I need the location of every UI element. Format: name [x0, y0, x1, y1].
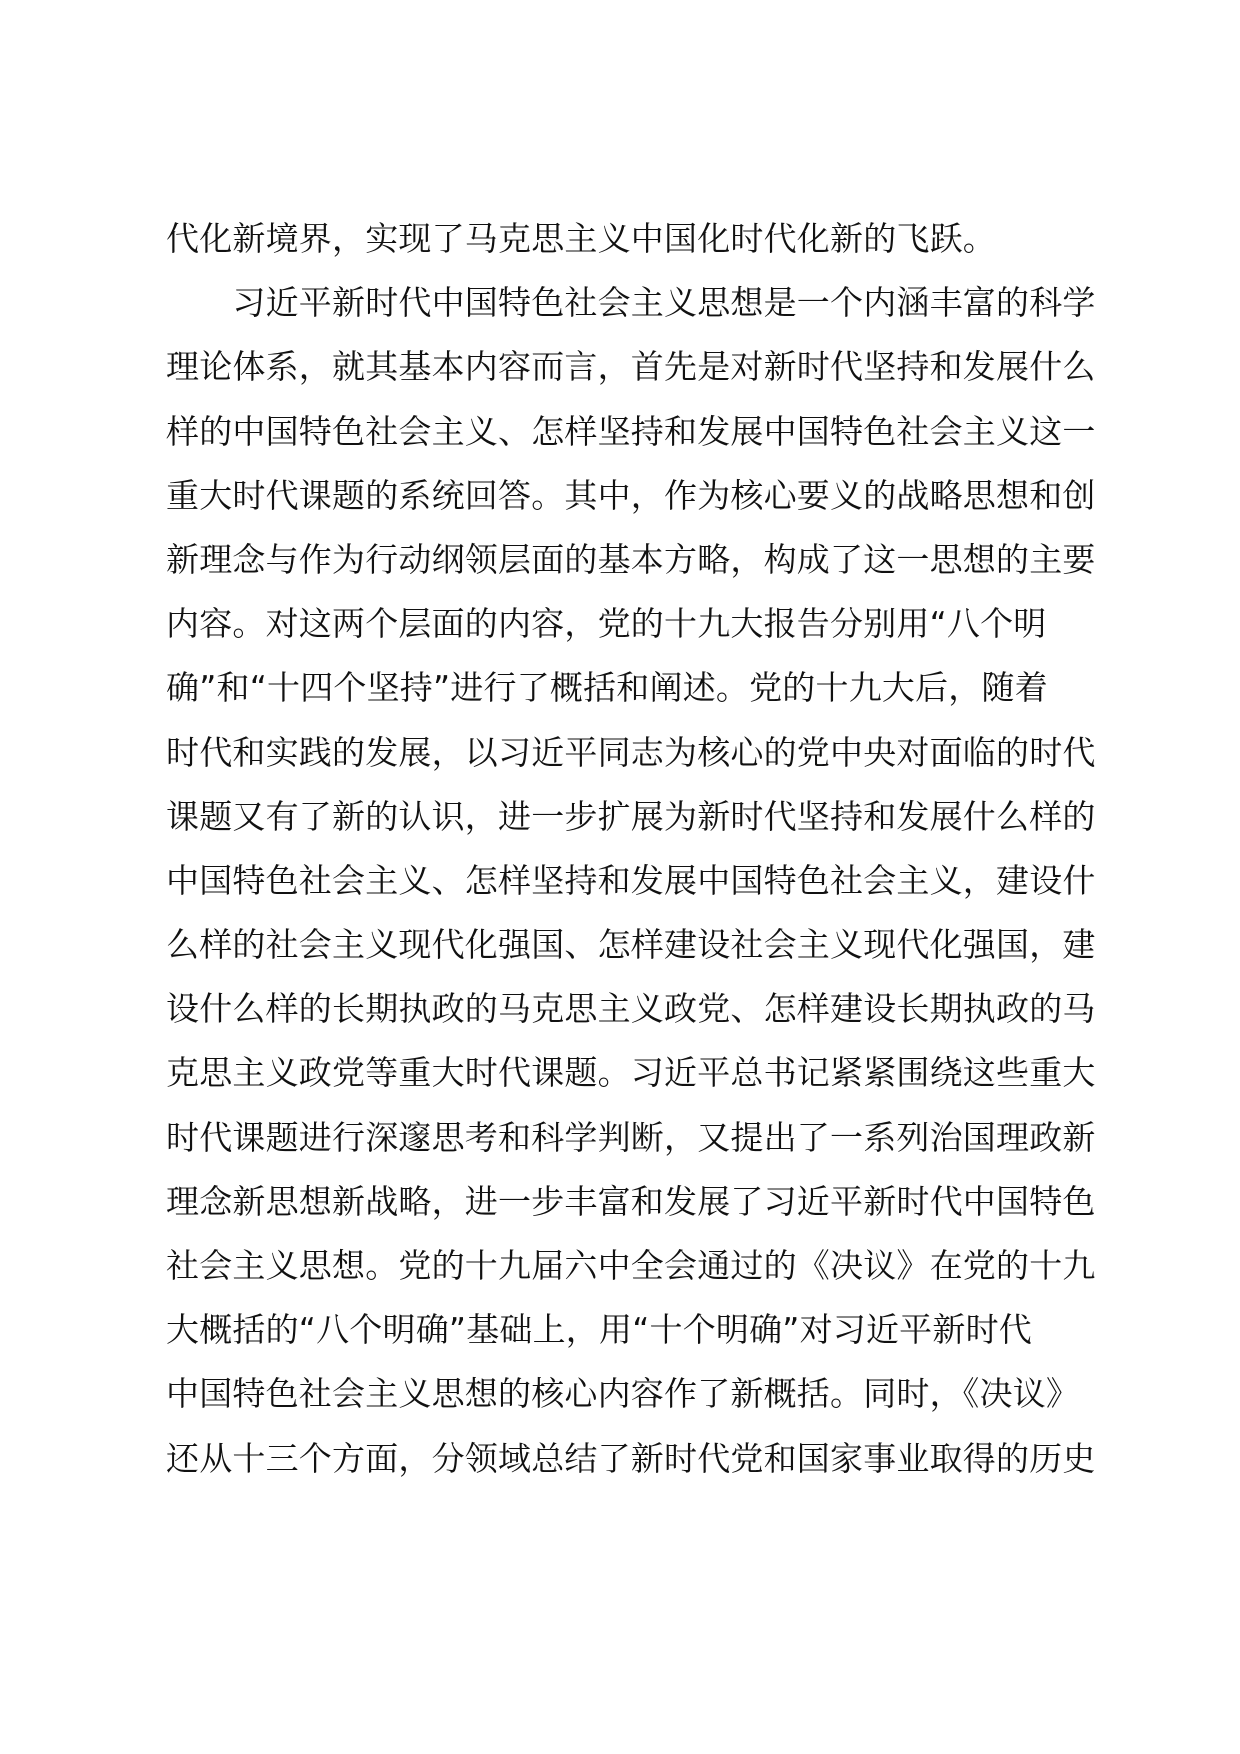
- text-line: 还从十三个方面，分领域总结了新时代党和国家事业取得的历史: [166, 1438, 1096, 1478]
- body-text: [166, 207, 1101, 1491]
- text-line: 大概括的“八个明确”基础上，用“十个明确”对习近平新时代: [166, 1310, 1032, 1350]
- text-line: 时代课题进行深邃思考和科学判断，又提出了一系列治国理政新: [166, 1117, 1096, 1157]
- text-line: 代化新境界，实现了马克思主义中国化时代化新的飞跃。: [166, 219, 996, 258]
- text-line: 理念新思想新战略，进一步丰富和发展了习近平新时代中国特色: [166, 1181, 1096, 1221]
- text-line: 新理念与作为行动纲领层面的基本方略，构成了这一思想的主要: [166, 539, 1096, 579]
- text-line: 社会主义思想。党的十九届六中全会通过的《决议》在党的十九: [166, 1246, 1096, 1285]
- text-line: 时代和实践的发展，以习近平同志为核心的党中央对面临的时代: [166, 732, 1096, 772]
- text-line: 中国特色社会主义思想的核心内容作了新概括。同时，《决议》: [166, 1374, 1080, 1414]
- text-line: 确”和“十四个坚持”进行了概括和阐述。党的十九大后，随着: [166, 668, 1048, 708]
- text-line: 样的中国特色社会主义、怎样坚持和发展中国特色社会主义这一: [166, 411, 1096, 451]
- text-line: 设什么样的长期执政的马克思主义政党、怎样建设长期执政的马: [166, 989, 1096, 1029]
- text-line: 克思主义政党等重大时代课题。习近平总书记紧紧围绕这些重大: [166, 1053, 1096, 1093]
- text-line: 内容。对这两个层面的内容，党的十九大报告分别用“八个明: [166, 604, 1047, 644]
- text-line: 么样的社会主义现代化强国、怎样建设社会主义现代化强国，建: [166, 925, 1096, 965]
- text-line: 中国特色社会主义、怎样坚持和发展中国特色社会主义，建设什: [166, 860, 1096, 900]
- text-line: 理论体系，就其基本内容而言，首先是对新时代坚持和发展什么: [166, 347, 1096, 387]
- paragraph-start-line: 习近平新时代中国特色社会主义思想是一个内涵丰富的科学: [166, 283, 1096, 323]
- text-line: 重大时代课题的系统回答。其中，作为核心要义的战略思想和创: [166, 475, 1096, 515]
- text-line: 课题又有了新的认识，进一步扩展为新时代坚持和发展什么样的: [166, 796, 1096, 836]
